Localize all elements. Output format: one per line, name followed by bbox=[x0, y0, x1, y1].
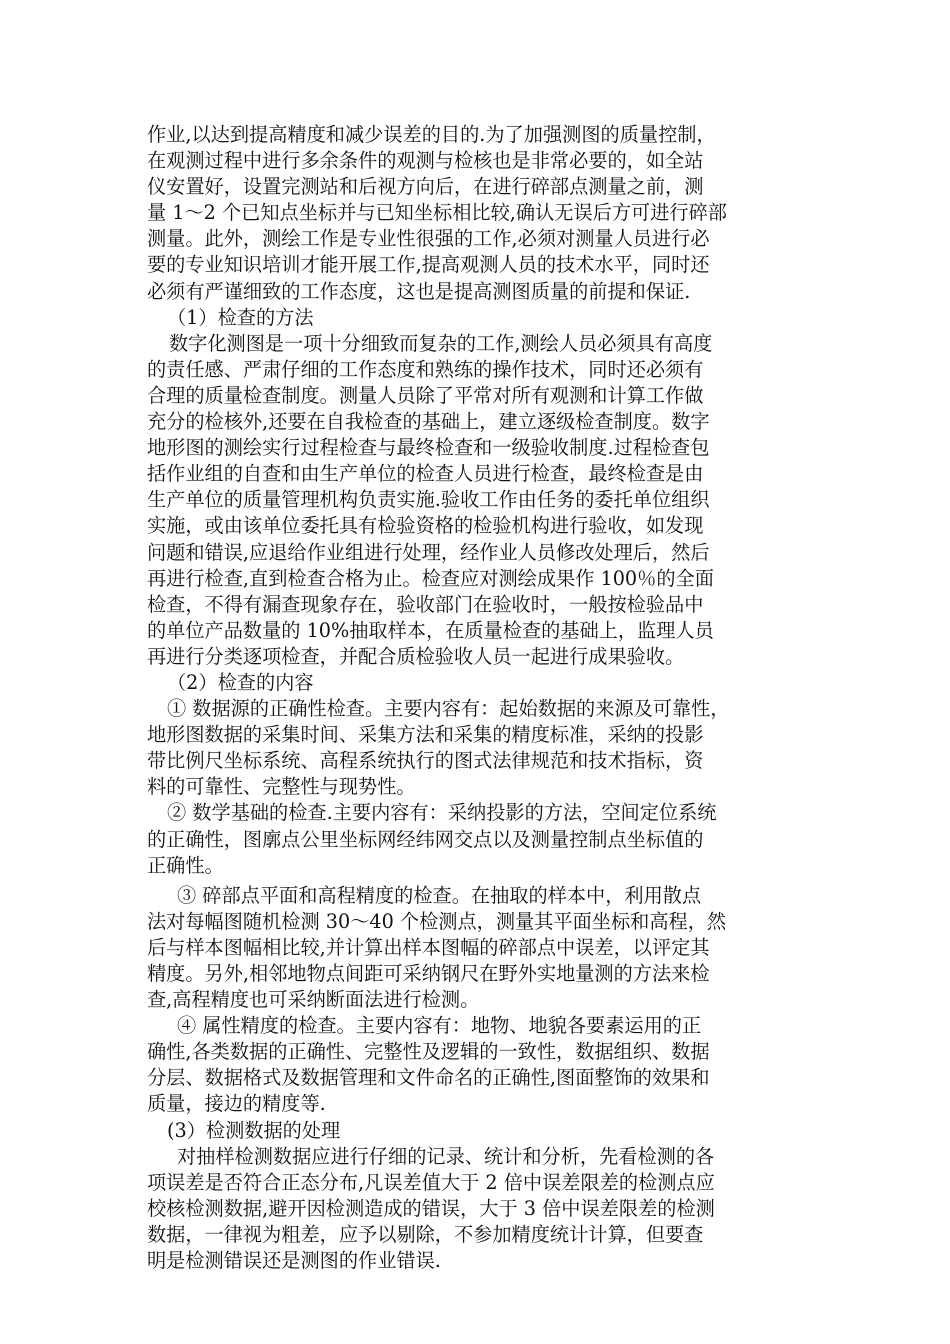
heading-text: （1）检查的方法 bbox=[167, 305, 314, 329]
text-line: 对抽样检测数据应进行仔细的记录、统计和分析，先看检测的各 bbox=[177, 1144, 715, 1168]
text-line: 问题和错误,应退给作业组进行处理，经作业人员修改处理后，然后 bbox=[147, 540, 710, 564]
text-line: ③ 碎部点平面和高程精度的检查。在抽取的样本中，利用散点 bbox=[177, 883, 702, 907]
text-line: 地形图数据的采集时间、采集方法和采集的精度标准，采纳的投影 bbox=[147, 723, 704, 747]
text-line: 合理的质量检查制度。测量人员除了平常对所有观测和计算工作做 bbox=[147, 383, 704, 407]
heading-text: （2）检查的内容 bbox=[167, 670, 314, 694]
text-line: 料的可靠性、完整性与现势性。 bbox=[147, 775, 416, 799]
section-heading-method bbox=[147, 305, 817, 331]
paragraph-item-1 bbox=[147, 696, 817, 800]
paragraph-item-4 bbox=[147, 1013, 817, 1117]
text-line: 量 1～2 个已知点坐标并与已知坐标相比较,确认无误后方可进行碎部 bbox=[147, 201, 727, 225]
text-line: 实施，或由该单位委托具有检验资格的检验机构进行验收，如发现 bbox=[147, 514, 704, 538]
text-line: 的正确性，图廓点公里坐标网经纬网交点以及测量控制点坐标值的 bbox=[147, 827, 704, 851]
text-line: 后与样本图幅相比较,并计算出样本图幅的碎部点中误差，以评定其 bbox=[147, 935, 710, 959]
heading-text: (3）检测数据的处理 bbox=[167, 1118, 341, 1142]
paragraph-intro bbox=[147, 122, 817, 305]
text-line: 正确性。 bbox=[147, 853, 224, 877]
text-line: 数据，一律视为粗差，应予以剔除，不参加精度统计计算，但要查 bbox=[147, 1222, 704, 1246]
text-line: 带比例尺坐标系统、高程系统执行的图式法律规范和技术指标，资 bbox=[147, 749, 704, 773]
text-line: 在观测过程中进行多余条件的观测与检核也是非常必要的，如全站 bbox=[147, 149, 704, 173]
text-line: 生产单位的质量管理机构负责实施.验收工作由任务的委托单位组织 bbox=[147, 488, 710, 512]
text-line: 必须有严谨细致的工作态度，这也是提高测图质量的前提和保证. bbox=[147, 279, 691, 303]
text-line: 充分的检核外,还要在自我检查的基础上，建立逐级检查制度。数字 bbox=[147, 410, 710, 434]
text-line: 检查，不得有漏查现象存在，验收部门在验收时，一般按检验品中 bbox=[147, 592, 704, 616]
text-line: 地形图的测绘实行过程检查与最终检查和一级验收制度.过程检查包 bbox=[147, 436, 710, 460]
text-line: 仪安置好，设置完测站和后视方向后，在进行碎部点测量之前，测 bbox=[147, 175, 704, 199]
text-line: ② 数学基础的检查.主要内容有：采纳投影的方法，空间定位系统 bbox=[167, 801, 717, 825]
text-line: 精度。另外,相邻地物点间距可采纳钢尺在野外实地量测的方法来检 bbox=[147, 962, 710, 985]
text-line: 数字化测图是一项十分细致而复杂的工作,测绘人员必须具有高度 bbox=[169, 331, 713, 355]
text-line: 明是检测错误还是测图的作业错误. bbox=[147, 1249, 441, 1273]
text-line: 括作业组的自查和由生产单位的检查人员进行检查，最终检查是由 bbox=[147, 462, 704, 486]
text-line: 校核检测数据,避开因检测造成的错误，大于 3 倍中误差限差的检测 bbox=[147, 1196, 715, 1220]
text-line: 的责任感、严肃仔细的工作态度和熟练的操作技术，同时还必须有 bbox=[147, 357, 704, 381]
text-line: 确性,各类数据的正确性、完整性及逻辑的一致性，数据组织、数据 bbox=[147, 1040, 710, 1064]
section-heading-processing bbox=[147, 1118, 817, 1144]
document-page bbox=[147, 122, 817, 1274]
text-line: 再进行分类逐项检查，并配合质检验收人员一起进行成果验收。 bbox=[147, 644, 685, 668]
text-line: ④ 属性精度的检查。主要内容有：地物、地貌各要素运用的正 bbox=[177, 1014, 702, 1038]
text-line: ① 数据源的正确性检查。主要内容有：起始数据的来源及可靠性， bbox=[167, 697, 730, 721]
paragraph-item-2 bbox=[147, 800, 817, 878]
text-line: 项误差是否符合正态分布,凡误差值大于 2 倍中误差限差的检测点应 bbox=[147, 1170, 715, 1194]
text-line: 分层、数据格式及数据管理和文件命名的正确性,图面整饰的效果和 bbox=[147, 1066, 710, 1090]
text-line: 的单位产品数量的 10%抽取样本，在质量检查的基础上，监理人员 bbox=[147, 618, 714, 642]
text-line: 再进行检查,直到检查合格为止。检查应对测绘成果作 100％的全面 bbox=[147, 566, 714, 590]
text-line: 质量，接边的精度等. bbox=[147, 1092, 326, 1116]
text-line: 要的专业知识培训才能开展工作,提高观测人员的技术水平，同时还 bbox=[147, 253, 710, 277]
paragraph-method bbox=[147, 331, 817, 670]
text-line: 查,高程精度也可采纳断面法进行检测。 bbox=[147, 988, 480, 1012]
paragraph-processing bbox=[147, 1144, 817, 1274]
section-heading-content bbox=[147, 670, 817, 696]
paragraph-item-3 bbox=[147, 883, 817, 1013]
text-line: 作业,以达到提高精度和减少误差的目的.为了加强测图的质量控制， bbox=[147, 123, 716, 146]
text-line: 法对每幅图随机检测 30～40 个检测点，测量其平面坐标和高程，然 bbox=[147, 909, 727, 933]
text-line: 测量。此外，测绘工作是专业性很强的工作,必须对测量人员进行必 bbox=[147, 227, 710, 251]
